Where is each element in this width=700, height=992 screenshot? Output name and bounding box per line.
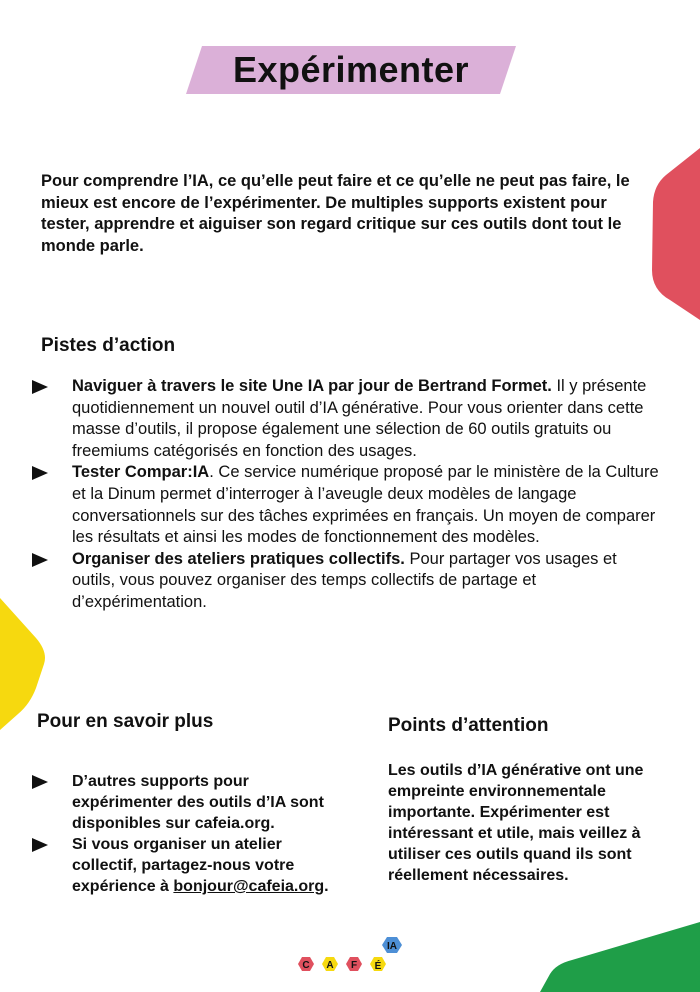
triangle-bullet-icon <box>32 380 48 394</box>
action-item-title: Naviguer à travers le site Une IA par jour de Bertrand Formet. <box>72 377 552 395</box>
svg-text:A: A <box>326 960 334 971</box>
intro-paragraph: Pour comprendre l’IA, ce qu’elle peut faire et ce qu’elle ne peut pas faire, le mieux est encore de l’expérimenter. De multiples supports existent pour tester, apprendre et aiguiser son regard critique sur ces outils dont tout le monde parle. <box>41 172 630 255</box>
more-item-end: . <box>324 878 329 895</box>
triangle-bullet-icon <box>32 775 48 789</box>
action-item-text: . Ce service numérique proposé par le ministère de la Culture et la Dinum permet d’interroger à l’aveugle deux modèles de langage conversationnels sur des tâches exprimées en français. Un moyen de comparer les résultats et ainsi les modes de fonctionnement des modèles. <box>72 463 659 547</box>
action-item-title: Organiser des ateliers pratiques collectifs. <box>72 549 405 568</box>
list-item <box>30 834 330 897</box>
triangle-bullet-icon <box>32 838 48 852</box>
more-heading: Pour en savoir plus <box>37 711 214 732</box>
email-link[interactable]: bonjour@cafeia.org <box>173 878 325 895</box>
logo-ia-badge <box>382 937 402 953</box>
actions-heading: Pistes d’action <box>41 335 176 356</box>
more-item-text: Si vous organiser un atelier collectif, partagez-nous votre expérience à <box>72 836 295 895</box>
svg-text:É: É <box>374 961 382 972</box>
triangle-bullet-icon <box>32 553 48 567</box>
action-item-text: Il y présente quotidiennement un nouvel outil d’IA générative. Pour vous orienter dans cette masse d’outils, il propose également une sélection de 60 outils gratuits ou freemiums catégorisés en fonction des usages. <box>72 377 647 460</box>
list-item <box>30 462 662 548</box>
svg-text:IA: IA <box>387 941 397 952</box>
page-title: Expérimenter <box>232 49 470 90</box>
red-corner-shape <box>640 140 700 340</box>
action-item-text: Pour partager vos usages et outils, vous pouvez organiser des temps collectifs de partage et d’expérimentation. <box>72 549 617 611</box>
logo-letter-a <box>322 957 338 971</box>
logo-letter-e <box>370 957 386 972</box>
triangle-bullet-icon <box>32 466 48 480</box>
svg-text:C: C <box>302 960 310 971</box>
svg-text:F: F <box>350 960 358 971</box>
attention-heading: Points d’attention <box>388 715 549 736</box>
logo-letter-f <box>346 957 362 971</box>
logo-letter-c <box>298 957 314 971</box>
list-item <box>30 549 662 614</box>
green-corner-shape <box>540 922 700 992</box>
action-item-title: Tester Compar:IA <box>72 463 210 482</box>
attention-text: Les outils d’IA générative ont une empreinte environnementale importante. Expérimenter est intéressant et utile, mais veillez à utiliser ces outils quand ils sont réellement nécessaires. <box>388 762 644 884</box>
list-item <box>30 376 662 462</box>
title-banner <box>186 46 516 94</box>
cafe-ia-logo <box>294 935 406 985</box>
more-item-text: D’autres supports pour expérimenter des outils d’IA sont disponibles sur cafeia.org. <box>72 773 324 832</box>
list-item <box>30 771 330 834</box>
more-list <box>30 771 330 897</box>
actions-list <box>30 376 662 614</box>
